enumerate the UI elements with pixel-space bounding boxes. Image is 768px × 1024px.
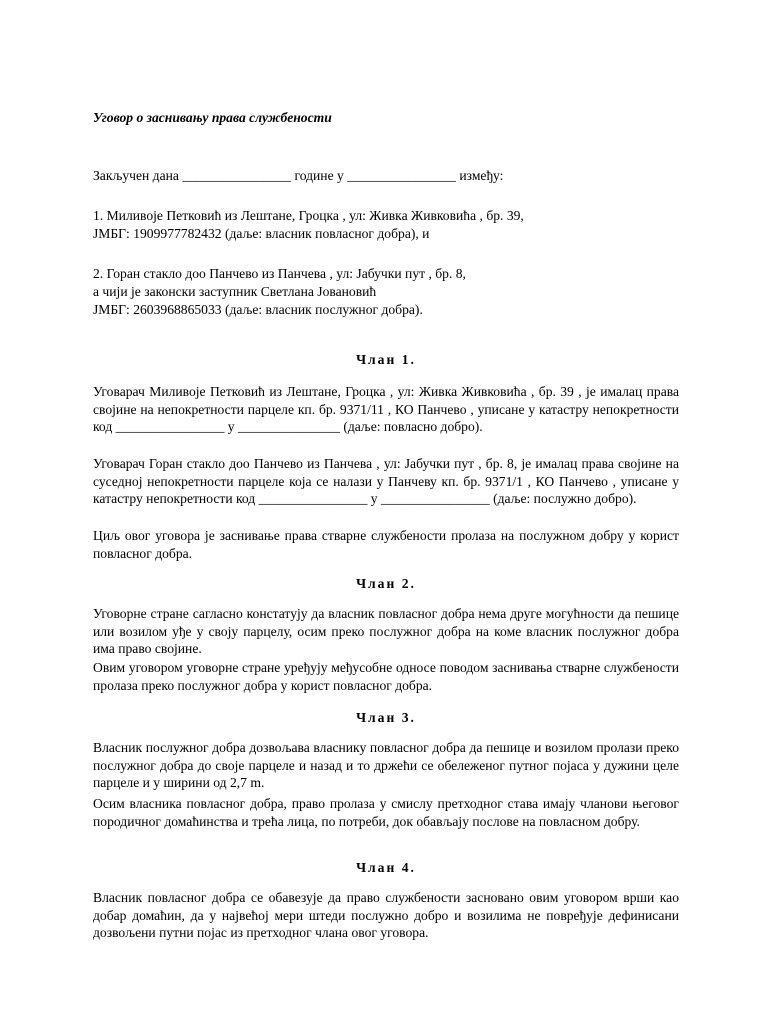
article-2-heading: Члан 2.: [356, 576, 416, 591]
article-2-paragraph-1: Уговорне стране сагласно констатују да власник повласног добра нема друге могућности да пешице или возилом уђе у своју парцелу, осим преко послужног добра на коме власник послужног добра има право својине.: [93, 606, 679, 657]
article-1-paragraph-2: Уговарач Горан стакло доо Панчево из Панчева , ул: Јабучки пут , бр. 8, је ималац права својине на суседној непокретности парцеле која се налази у Панчеву кп. бр. 9371/1 , КО Панчево , уписане у катастру непокретности код ________________ у ________________ (даље: послужно добро).: [93, 456, 679, 507]
article-3-heading: Члан 3.: [356, 710, 416, 725]
article-1-paragraph-3: Циљ овог уговора је заснивање права стварне службености пролаза на послужном добру у корист повласног добра.: [93, 528, 679, 561]
article-4-heading: Члан 4.: [356, 860, 416, 875]
party2-line3: ЈМБГ: 2603968865033 (даље: власник послужног добра).: [93, 302, 423, 317]
party2-line2: а чији је законски заступник Светлана Јовановић: [93, 284, 377, 299]
document-title: Уговор о заснивању права службености: [93, 110, 332, 125]
intro-line: Закључен дана ________________ године у ________________ између:: [93, 168, 504, 183]
party1-line1: 1. Миливоје Петковић из Лештане, Гроцка , ул: Живка Живковића , бр. 39,: [93, 208, 524, 223]
article-1-paragraph-1: Уговарач Миливоје Петковић из Лештане, Гроцка , ул: Живка Живковића , бр. 39 , је ималац права својине на непокретности парцеле кп. бр. 9371/11 , КО Панчево , уписане у катастру непокретности код ________________ у _______________ (даље: повласно добро).: [93, 384, 679, 435]
article-2-paragraph-2: Овим уговором уговорне стране уређују међусобне односе поводом заснивања стварне службености пролаза преко послужног добра у корист повласног добра.: [93, 660, 679, 693]
article-1-heading: Члан 1.: [356, 352, 416, 367]
article-3-paragraph-1: Власник послужног добра дозвољава власнику повласног добра да пешице и возилом пролази преко послужног добра до своје парцеле и назад и то држећи се обележеног путног појаса у дужини целе парцеле и у ширини од 2,7 m.: [93, 740, 679, 791]
party1-line2: ЈМБГ: 1909977782432 (даље: власник повласног добра), и: [93, 226, 430, 241]
article-4-paragraph-1: Власник повласног добра се обавезује да право службености засновано овим уговором врши као добар домаћин, да у највећој мери штеди послужно добро и возилима не повређује дефинисани дозвољени путни појас из претходног члана овог уговора.: [93, 890, 679, 941]
party2-line1: 2. Горан стакло доо Панчево из Панчева , ул: Јабучки пут , бр. 8,: [93, 266, 466, 281]
article-3-paragraph-2: Осим власника повласног добра, право пролаза у смислу претходног става имају чланови његовог породичног домаћинства и трећа лица, по потреби, док обављају послове на повласном добру.: [93, 796, 679, 829]
